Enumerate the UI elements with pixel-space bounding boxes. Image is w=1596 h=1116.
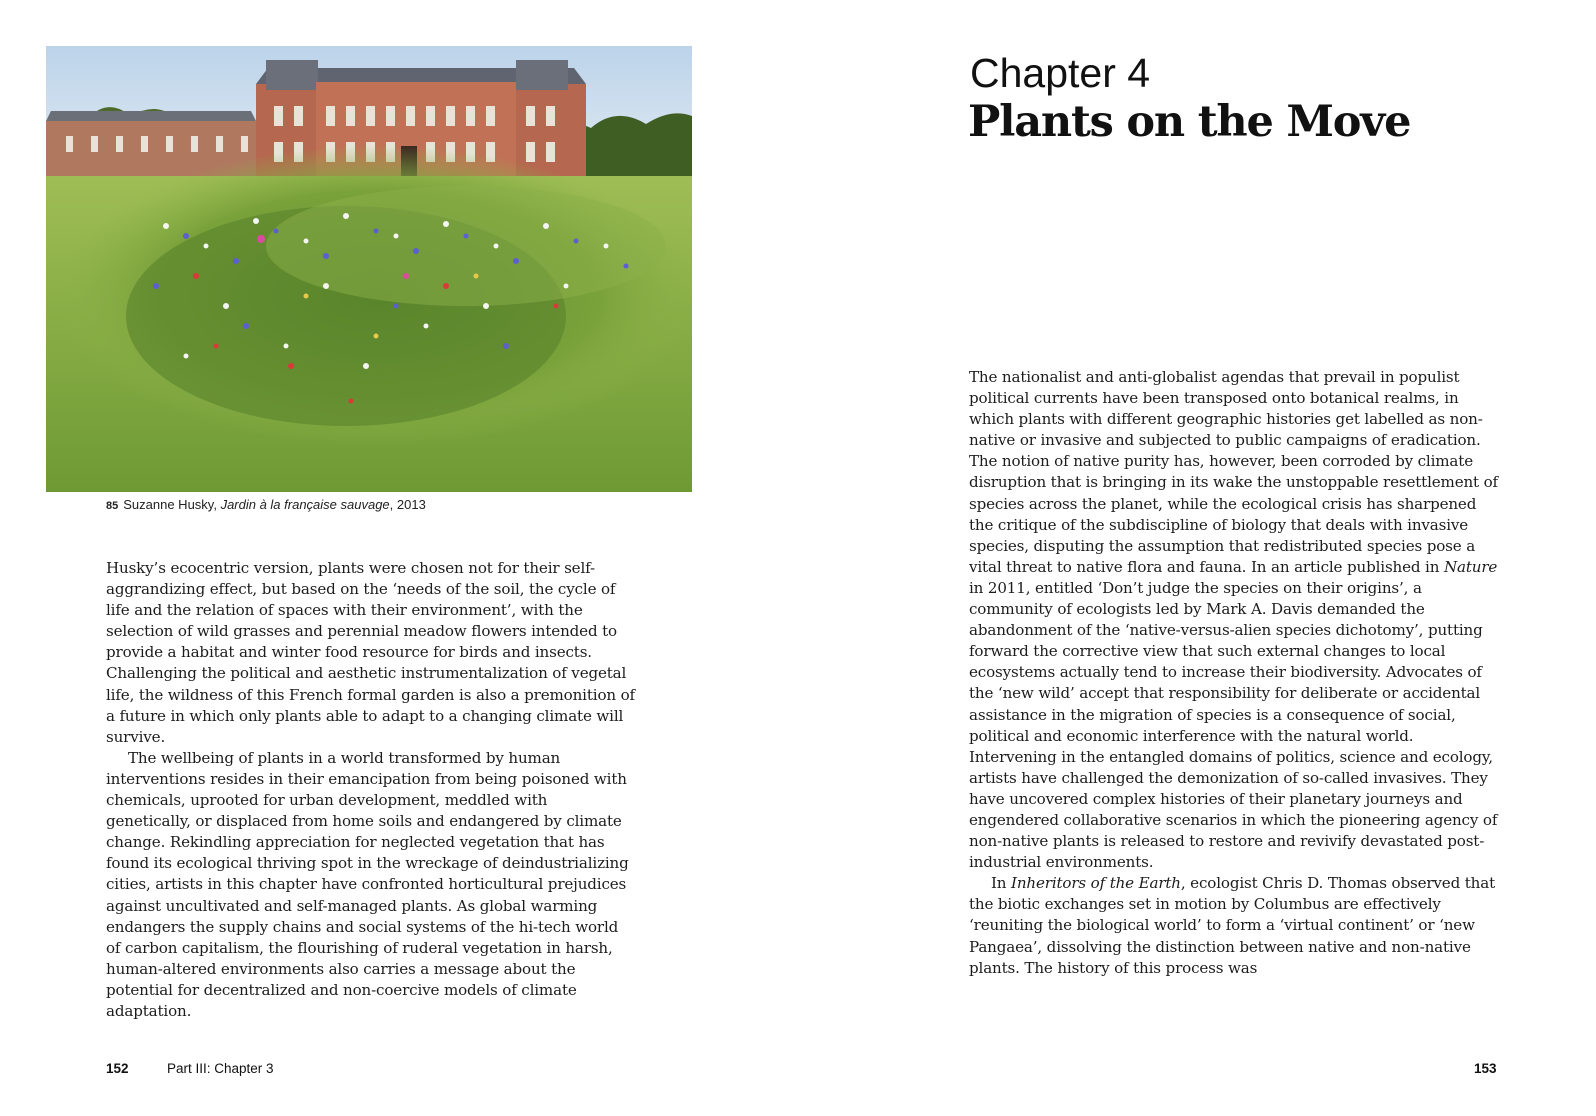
left-paragraph-2: The wellbeing of plants in a world transformed by human interventions resides in their emancipation from being poisoned with chemicals, uprooted for urban development, meddled with genetically, or displaced from home soils and endangered by climate change. Rekindling appreciation for neglected vegetation that has found its ecological thriving spot in the wreckage of deindustrializing cities, artists in this chapter have confronted horticultural prejudices against uncultivated and self-managed plants. As global warming endangers the supply chains and social systems of the hi-tech world of carbon capitalism, the flourishing of ruderal vegetation in harsh, human-altered environments also carries a message about the potential for decentralized and non-coercive models of climate adaptation. (106, 748, 629, 1020)
left-page-body (106, 558, 636, 1022)
right-page-body (969, 367, 1505, 979)
running-head: Part III: Chapter 3 (167, 1061, 274, 1076)
figure-year: , 2013 (389, 497, 426, 512)
right-p1-text-b: in 2011, entitled ‘Don’t judge the species on their origins’, a community of ecologists led by Mark A. Davis demanded the abandonment of the ‘native-versus-alien species dichotomy’, putting forward the corrective view that such external changes to local ecosystems actually tend to increase their biodiversity. Advocates of the ‘new wild’ accept that responsibility for deliberate or accidental assistance in the migration of species is a consequence of social, political and economic interference with the natural world. Intervening in the entangled domains of politics, science and ecology, artists have challenged the demonization of so-called invasives. They have uncovered complex histories of their planetary journeys and engendered collaborative scenarios in which the pioneering agency of non-native plants is released to restore and revivify devastated post-industrial environments. (969, 578, 1498, 872)
right-paragraph-1 (969, 367, 1505, 873)
right-p1-text-a: The nationalist and anti-globalist agendas that prevail in populist political currents have been transposed onto botanical realms, in which plants with different geographic histories get labelled as non-native or invasive and subjected to public campaigns of eradication. The notion of native purity has, however, been corroded by climate disruption that is bringing in its wake the unstoppable resettlement of species across the planet, while the ecological crisis has sharpened the critique of the subdiscipline of biology that deals with invasive species, disputing the assumption that redistributed species pose a vital threat to native flora and fauna. In an article published in (969, 368, 1498, 576)
right-p2-text-b: , ecologist Chris D. Thomas observed that the biotic exchanges set in motion by Columbus are effectively ‘reuniting the biological world’ to form a ‘virtual continent’ or ‘new Pangaea’, dissolving the distinction between native and non-native plants. The history of this process was (969, 874, 1495, 977)
left-page-number: 152 (106, 1061, 129, 1076)
right-p1-italic-journal: Nature (1443, 557, 1498, 576)
chapter-title: Plants on the Move (968, 97, 1411, 147)
chateau-meadow-photo (46, 46, 692, 492)
right-p2-text-a: In (991, 874, 1012, 893)
figure-artist: Suzanne Husky, (123, 497, 221, 512)
chapter-label: Chapter 4 (970, 50, 1151, 96)
figure-number: 85 (106, 500, 119, 512)
right-page-number: 153 (1474, 1061, 1497, 1076)
figure-caption (106, 497, 426, 512)
right-paragraph-2 (969, 873, 1505, 978)
left-paragraph-1: Husky’s ecocentric version, plants were chosen not for their self-aggrandizing effect, but based on the ‘needs of the soil, the cycle of life and the relation of spaces with their environment’, with the selection of wild grasses and perennial meadow flowers intended to provide a habitat and winter food resource for birds and insects. Challenging the political and aesthetic instrumentalization of vegetal life, the wildness of this French formal garden is also a premonition of a future in which only plants able to adapt to a changing climate will survive. (106, 559, 635, 746)
figure-title: Jardin à la française sauvage (220, 497, 390, 512)
right-p2-italic-book: Inheritors of the Earth (1011, 874, 1181, 893)
